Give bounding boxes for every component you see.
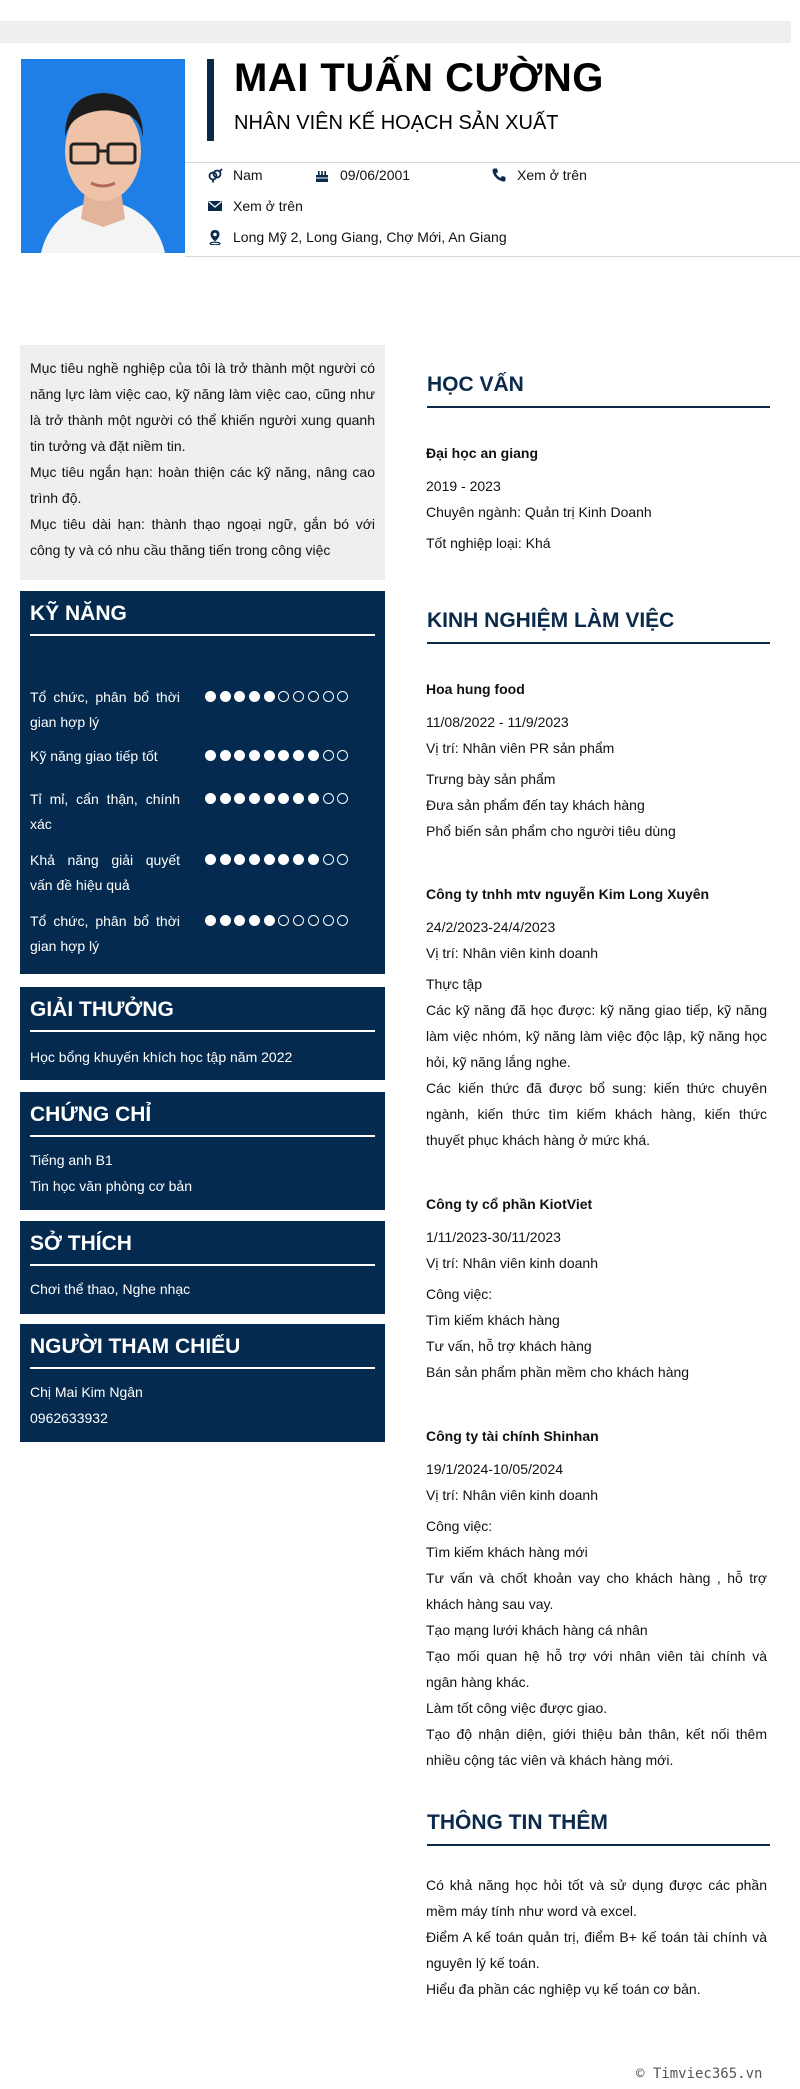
experience-header	[427, 606, 770, 644]
job-detail-line: Bán sản phẩm phần mềm cho khách hàng	[426, 1364, 690, 1380]
job-company: Hoa hung food	[426, 681, 525, 697]
school-name: Đại học an giang	[426, 445, 539, 461]
rating-dot-filled	[264, 793, 275, 804]
job-entry	[426, 881, 767, 1153]
certificate-item: Tiếng anh B1	[30, 1152, 113, 1168]
contact-email	[207, 198, 303, 214]
career-objective	[20, 345, 385, 580]
job-entry	[426, 1423, 767, 1773]
rating-dot-filled	[249, 793, 260, 804]
rating-dot-empty	[323, 793, 334, 804]
section-rule	[30, 1367, 375, 1369]
certificates-title: CHỨNG CHỈ	[30, 1103, 152, 1126]
objective-paragraph: Mục tiêu dài hạn: thành thạo ngoại ngữ, gắn bó với công ty và có nhu cầu thăng tiến trong công việc	[30, 516, 375, 558]
job-entry	[426, 676, 767, 844]
rating-dot-filled	[205, 793, 216, 804]
watermark: © Timviec365.vn	[636, 2066, 763, 2082]
gender-icon	[207, 167, 223, 183]
rating-dot-filled	[308, 793, 319, 804]
rating-dot-filled	[264, 691, 275, 702]
skill-name: Tỉ mỉ, cẩn thận, chính xác	[30, 791, 180, 832]
reference-item: Chị Mai Kim Ngân	[30, 1384, 143, 1400]
job-detail-line: Công việc:	[426, 1518, 493, 1534]
contact-birthday	[314, 167, 410, 183]
contact-phone	[491, 167, 587, 183]
rating-dot-filled	[220, 854, 231, 865]
header-divider-top	[185, 162, 800, 163]
rating-dot-empty	[308, 915, 319, 926]
rating-dot-empty	[323, 750, 334, 761]
education-title: HỌC VẤN	[427, 373, 524, 396]
references-title: NGƯỜI THAM CHIẾU	[30, 1335, 241, 1358]
job-detail-line: Tư vấn, hỗ trợ khách hàng	[426, 1338, 592, 1354]
job-company: Công ty cổ phần KiotViet	[426, 1196, 593, 1212]
phone-icon	[491, 167, 507, 183]
rating-dot-filled	[308, 854, 319, 865]
job-detail-line: Tìm kiếm khách hàng mới	[426, 1544, 588, 1560]
phone-value: Xem ở trên	[517, 167, 587, 183]
job-period: 11/08/2022 - 11/9/2023	[426, 714, 569, 730]
additional-info	[426, 1872, 767, 2002]
profile-photo	[21, 59, 185, 253]
job-detail-line: Làm tốt công việc được giao.	[426, 1700, 608, 1716]
rating-dot-filled	[220, 915, 231, 926]
contact-address	[207, 229, 507, 245]
rating-dot-filled	[205, 915, 216, 926]
rating-dot-empty	[293, 915, 304, 926]
skill-name: Kỹ năng giao tiếp tốt	[30, 748, 158, 764]
rating-dot-filled	[278, 793, 289, 804]
education-period: 2019 - 2023	[426, 478, 501, 494]
job-period: 24/2/2023-24/4/2023	[426, 919, 556, 935]
rating-dot-filled	[205, 854, 216, 865]
education-major: Chuyên ngành: Quản trị Kinh Doanh	[426, 504, 652, 520]
rating-dot-filled	[264, 854, 275, 865]
job-details	[426, 766, 767, 844]
job-detail-line: Tạo độ nhận diện, giới thiệu bản thân, kết nối thêm nhiều cộng tác viên và khách hàng mới.	[426, 1726, 767, 1768]
rating-dot-empty	[323, 854, 334, 865]
skill-rating	[205, 691, 352, 702]
rating-dot-filled	[308, 750, 319, 761]
birthday-value: 09/06/2001	[340, 167, 411, 183]
skill-name: Tổ chức, phân bổ thời gian hợp lý	[30, 689, 180, 730]
additional-item: Hiểu đa phần các nghiệp vụ kế toán cơ bản.	[426, 1981, 701, 1997]
objective-paragraph: Mục tiêu ngắn hạn: hoàn thiện các kỹ năng, nâng cao trình độ.	[30, 464, 375, 506]
awards-title: GIẢI THƯỞNG	[30, 998, 174, 1021]
rating-dot-filled	[249, 750, 260, 761]
rating-dot-filled	[278, 750, 289, 761]
job-detail-line: Tạo mối quan hệ hỗ trợ với nhân viên tài chính và ngân hàng khác.	[426, 1648, 767, 1690]
section-rule	[427, 1844, 770, 1846]
certificates-section	[20, 1092, 385, 1210]
education-header	[427, 370, 770, 408]
job-details	[426, 1513, 767, 1773]
award-item: Học bổng khuyến khích học tập năm 2022	[30, 1049, 293, 1065]
job-position: Vị trí: Nhân viên kinh doanh	[426, 1487, 598, 1503]
job-position: Vị trí: Nhân viên kinh doanh	[426, 945, 598, 961]
job-entry	[426, 1191, 767, 1385]
awards-section	[20, 987, 385, 1080]
top-bar	[0, 21, 791, 43]
contact-gender	[207, 167, 263, 183]
section-rule	[30, 1135, 375, 1137]
rating-dot-filled	[220, 750, 231, 761]
rating-dot-filled	[278, 854, 289, 865]
rating-dot-filled	[264, 915, 275, 926]
rating-dot-filled	[220, 793, 231, 804]
gender-value: Nam	[233, 167, 263, 183]
header-divider-bottom	[185, 256, 800, 257]
skill-rating	[205, 854, 352, 865]
section-rule	[30, 1264, 375, 1266]
rating-dot-filled	[205, 750, 216, 761]
reference-item: 0962633932	[30, 1410, 108, 1426]
address-value: Long Mỹ 2, Long Giang, Chợ Mới, An Giang	[233, 229, 507, 245]
rating-dot-filled	[249, 854, 260, 865]
job-position: Vị trí: Nhân viên kinh doanh	[426, 1255, 598, 1271]
rating-dot-empty	[293, 691, 304, 702]
rating-dot-filled	[234, 750, 245, 761]
job-detail-line: Tạo mạng lưới khách hàng cá nhân	[426, 1622, 648, 1638]
name-accent-bar	[207, 59, 214, 141]
hobby-item: Chơi thể thao, Nghe nhạc	[30, 1281, 191, 1297]
skill-name: Khả năng giải quyết vấn đề hiệu quả	[30, 852, 180, 893]
email-icon	[207, 198, 223, 214]
job-period: 1/11/2023-30/11/2023	[426, 1229, 561, 1245]
skill-name: Tổ chức, phân bổ thời gian hợp lý	[30, 913, 180, 954]
rating-dot-filled	[249, 915, 260, 926]
location-pin-icon	[207, 229, 223, 245]
job-detail-line: Thực tập	[426, 976, 483, 992]
section-rule	[30, 634, 375, 636]
rating-dot-empty	[308, 691, 319, 702]
education-grade: Tốt nghiệp loại: Khá	[426, 535, 551, 551]
rating-dot-filled	[264, 750, 275, 761]
skill-rating	[205, 793, 352, 804]
rating-dot-filled	[234, 793, 245, 804]
rating-dot-empty	[323, 691, 334, 702]
job-title: NHÂN VIÊN KẾ HOẠCH SẢN XUẤT	[234, 112, 559, 134]
skills-section	[20, 591, 385, 974]
experience-title: KINH NGHIỆM LÀM VIỆC	[427, 609, 675, 632]
job-detail-line: Trưng bày sản phẩm	[426, 771, 556, 787]
job-detail-line: Tư vấn và chốt khoản vay cho khách hàng , hỗ trợ khách hàng sau vay.	[426, 1570, 767, 1612]
additional-title: THÔNG TIN THÊM	[427, 1811, 608, 1834]
section-rule	[427, 642, 770, 644]
rating-dot-empty	[323, 915, 334, 926]
rating-dot-empty	[337, 854, 348, 865]
additional-item: Điểm A kế toán quản trị, điểm B+ kế toán tài chính và nguyên lý kế toán.	[426, 1929, 767, 1971]
email-value: Xem ở trên	[233, 198, 303, 214]
section-rule	[30, 1030, 375, 1032]
job-detail-line: Tìm kiếm khách hàng	[426, 1312, 560, 1328]
references-section	[20, 1324, 385, 1442]
job-detail-line: Phổ biến sản phẩm cho người tiêu dùng	[426, 823, 676, 839]
job-details	[426, 1281, 767, 1385]
additional-header	[427, 1808, 770, 1846]
section-rule	[427, 406, 770, 408]
rating-dot-filled	[293, 854, 304, 865]
job-detail-line: Đưa sản phẩm đến tay khách hàng	[426, 797, 645, 813]
job-position: Vị trí: Nhân viên PR sản phẩm	[426, 740, 615, 756]
job-detail-line: Các kiến thức đã được bổ sung: kiến thức chuyên ngành, kiến thức tìm kiếm khách hàng, kiến thức thuyết phục khách hàng ở mức khá.	[426, 1080, 767, 1148]
job-period: 19/1/2024-10/05/2024	[426, 1461, 564, 1477]
rating-dot-filled	[220, 691, 231, 702]
education-entry	[426, 440, 767, 556]
rating-dot-filled	[234, 691, 245, 702]
candidate-name: MAI TUẤN CƯỜNG	[234, 56, 604, 100]
job-company: Công ty tài chính Shinhan	[426, 1428, 599, 1444]
objective-paragraph: Mục tiêu nghề nghiệp của tôi là trở thành một người có năng lực làm việc cao, kỹ năng làm việc cao, cũng như là trở thành một người có thể khiến người xung quanh tin tưởng và đặt niềm tin.	[30, 360, 375, 454]
hobbies-section	[20, 1221, 385, 1314]
certificate-item: Tin học văn phòng cơ bản	[30, 1178, 192, 1194]
job-detail-line: Công việc:	[426, 1286, 493, 1302]
rating-dot-empty	[278, 915, 289, 926]
job-detail-line: Các kỹ năng đã học được: kỹ năng giao tiếp, kỹ năng làm việc nhóm, kỹ năng làm việc độc lập, kỹ năng học hỏi, kỹ năng lắng nghe.	[426, 1002, 767, 1070]
hobbies-title: SỞ THÍCH	[30, 1232, 132, 1255]
rating-dot-filled	[293, 793, 304, 804]
rating-dot-filled	[234, 854, 245, 865]
rating-dot-empty	[337, 750, 348, 761]
skills-title: KỸ NĂNG	[30, 602, 127, 625]
additional-item: Có khả năng học hỏi tốt và sử dụng được các phần mềm máy tính như word và excel.	[426, 1877, 767, 1919]
rating-dot-empty	[337, 793, 348, 804]
job-company: Công ty tnhh mtv nguyễn Kim Long Xuyên	[426, 886, 710, 902]
skill-rating	[205, 915, 352, 926]
rating-dot-filled	[293, 750, 304, 761]
skill-rating	[205, 750, 352, 761]
birthday-cake-icon	[314, 167, 330, 183]
rating-dot-filled	[234, 915, 245, 926]
rating-dot-filled	[205, 691, 216, 702]
rating-dot-filled	[249, 691, 260, 702]
rating-dot-empty	[337, 915, 348, 926]
job-details	[426, 971, 767, 1153]
rating-dot-empty	[337, 691, 348, 702]
rating-dot-empty	[278, 691, 289, 702]
